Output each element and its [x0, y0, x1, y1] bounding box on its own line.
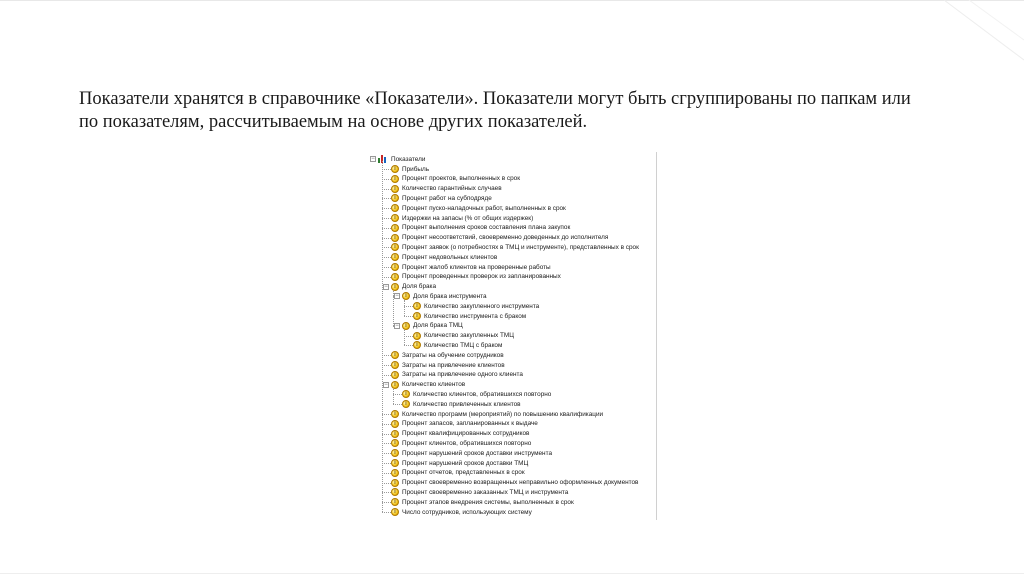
tree-connector	[382, 375, 391, 376]
tree-connector	[393, 394, 402, 395]
tree-item-label: Процент выполнения сроков составления плана закупок	[402, 224, 571, 232]
tree-item[interactable]	[391, 458, 528, 468]
tree-item-label: Процент запасов, запланированных к выдаче	[402, 420, 538, 428]
tree-item[interactable]	[391, 468, 525, 478]
tree-item-label: Количество клиентов, обратившихся повторно	[413, 390, 552, 398]
tree-item-label: Доля брака инструмента	[413, 292, 487, 300]
tree-item[interactable]	[391, 174, 520, 184]
tree-connector	[382, 228, 391, 229]
tree-item[interactable]	[391, 272, 561, 282]
tree-item[interactable]	[391, 262, 551, 272]
indicator-icon: i	[391, 459, 399, 467]
indicator-icon: i	[413, 302, 421, 310]
tree-connector	[382, 247, 391, 248]
tree-item-label: Процент клиентов, обратившихся повторно	[402, 439, 532, 447]
tree-item[interactable]	[391, 184, 502, 194]
collapse-toggle-icon[interactable]: −	[384, 283, 388, 290]
tree-item-label: Количество закупленных ТМЦ	[424, 332, 514, 340]
tree-subitem[interactable]	[413, 311, 526, 321]
tree-item[interactable]	[391, 233, 608, 243]
indicator-icon: i	[391, 420, 399, 428]
caption-line-1: Показатели хранятся в справочнике «Показатели». Показатели могут быть сгруппированы по папкам или	[79, 89, 911, 109]
indicator-icon: i	[391, 479, 399, 487]
tree-subitem[interactable]	[413, 301, 539, 311]
tree-item[interactable]	[391, 448, 552, 458]
tree-item-label: Процент своевременно возвращенных неправильно оформленных документов	[402, 479, 639, 487]
tree-item[interactable]	[391, 370, 523, 380]
tree-connector	[382, 179, 391, 180]
indicator-icon: i	[391, 273, 399, 281]
indicator-icon: i	[402, 292, 410, 300]
indicator-icon: i	[391, 263, 399, 271]
tree-item[interactable]	[391, 223, 570, 233]
tree-item-label: Доля брака	[402, 283, 437, 291]
tree-item-label: Процент нарушений сроков доставки ТМЦ	[402, 459, 529, 467]
collapse-toggle-icon[interactable]: −	[395, 293, 399, 300]
tree-connector	[382, 434, 391, 435]
tree-item-label: Процент заявок (о потребностях в ТМЦ и инструменте), представленных в срок	[402, 243, 639, 251]
bar-chart-icon-bar	[378, 158, 380, 163]
tree-item[interactable]	[391, 360, 505, 370]
tree-connector	[382, 277, 391, 278]
tree-item-label: Процент несоответствий, своевременно доведенных до исполнителя	[402, 234, 609, 242]
tree-item-label: Процент жалоб клиентов на проверенные работы	[402, 263, 551, 271]
indicator-icon: i	[391, 430, 399, 438]
indicator-icon: i	[391, 361, 399, 369]
tree-connector	[382, 512, 391, 513]
tree-item-label: Количество закупленного инструмента	[424, 302, 540, 310]
tree-connector	[382, 453, 391, 454]
tree-guide-line	[382, 161, 383, 512]
indicator-icon: i	[391, 449, 399, 457]
tree-connector	[382, 483, 391, 484]
tree-connector	[382, 198, 391, 199]
tree-item-label: Затраты на привлечение клиентов	[402, 361, 505, 369]
indicator-icon: i	[391, 498, 399, 506]
indicator-icon: i	[402, 390, 410, 398]
caption-text	[79, 88, 959, 134]
tree-connector	[382, 355, 391, 356]
tree-root[interactable]	[370, 154, 425, 164]
indicator-icon: i	[391, 469, 399, 477]
tree-connector	[404, 316, 413, 317]
tree-item-label: Процент проектов, выполненных в срок	[402, 175, 520, 183]
indicator-icon: i	[402, 322, 410, 330]
indicator-icon: i	[391, 204, 399, 212]
tree-subitem[interactable]	[402, 399, 521, 409]
tree-item-label: Количество гарантийных случаев	[402, 185, 502, 193]
tree-connector	[404, 345, 413, 346]
tree-guide-line	[393, 389, 394, 405]
indicator-icon: i	[391, 234, 399, 242]
indicator-icon: i	[391, 439, 399, 447]
top-rule	[0, 0, 1024, 1]
indicator-icon: i	[391, 351, 399, 359]
indicator-icon: i	[391, 371, 399, 379]
tree-item-label: Затраты на обучение сотрудников	[402, 351, 504, 359]
tree-connector	[382, 208, 391, 209]
tree-item[interactable]	[391, 419, 538, 429]
tree-item-label: Процент нарушений сроков доставки инструмента	[402, 449, 552, 457]
corner-decoration	[914, 0, 1024, 70]
indicator-icon: i	[391, 243, 399, 251]
tree-item-label: Процент своевременно заказанных ТМЦ и инструмента	[402, 488, 569, 496]
tree-connector	[382, 257, 391, 258]
tree-item-label: Количество инструмента с браком	[424, 312, 527, 320]
indicator-icon: i	[391, 165, 399, 173]
indicator-icon: i	[391, 175, 399, 183]
tree-subitem[interactable]	[394, 291, 487, 301]
tree-item-label: Затраты на привлечение одного клиента	[402, 371, 523, 379]
tree-item-label: Количество клиентов	[402, 381, 466, 389]
tree-connector	[404, 336, 413, 337]
tree-item[interactable]	[391, 429, 529, 439]
indicator-icon: i	[391, 253, 399, 261]
tree-item[interactable]	[391, 497, 574, 507]
tree-subitem[interactable]	[413, 331, 514, 341]
tree-item[interactable]	[391, 350, 504, 360]
tree-item-label: Число сотрудников, использующих систему	[402, 508, 532, 516]
tree-connector	[404, 306, 413, 307]
tree-connector	[382, 424, 391, 425]
indicator-icon: i	[391, 381, 399, 389]
tree-item-label: Процент отчетов, представленных в срок	[402, 469, 525, 477]
tree-connector	[382, 463, 391, 464]
tree-item-label: Процент работ на субподряде	[402, 194, 492, 202]
tree-guide-line	[404, 330, 405, 346]
tree-subitem[interactable]	[413, 340, 502, 350]
tree-guide-line	[404, 300, 405, 316]
tree-item-label: Доля брака ТМЦ	[413, 322, 463, 330]
tree-connector	[382, 169, 391, 170]
indicator-icon: i	[391, 224, 399, 232]
tree-item[interactable]	[391, 242, 639, 252]
tree-item[interactable]	[391, 193, 492, 203]
tree-item-label: Процент проведенных проверок из запланированных	[402, 273, 561, 281]
tree-item-label: Количество привлеченных клиентов	[413, 400, 521, 408]
bar-chart-icon	[378, 155, 388, 163]
tree-item[interactable]	[383, 380, 465, 390]
indicator-icon: i	[391, 194, 399, 202]
tree-item-label: Количество ТМЦ с браком	[424, 341, 503, 349]
tree-connector	[382, 365, 391, 366]
tree-item[interactable]	[391, 478, 638, 488]
indicator-icon: i	[391, 185, 399, 193]
tree-subitem[interactable]	[402, 389, 551, 399]
tree-connector	[382, 492, 391, 493]
collapse-toggle-icon[interactable]: −	[384, 381, 388, 388]
indicator-icon: i	[413, 312, 421, 320]
indicators-tree-panel	[366, 152, 657, 520]
tree-item[interactable]	[391, 252, 497, 262]
tree-connector	[382, 218, 391, 219]
collapse-toggle-icon[interactable]: −	[395, 322, 399, 329]
tree-connector	[382, 189, 391, 190]
tree-item-label: Процент пуско-наладочных работ, выполненных в срок	[402, 204, 566, 212]
indicator-icon: i	[391, 283, 399, 291]
tree-item[interactable]	[391, 409, 603, 419]
tree-item[interactable]	[391, 438, 531, 448]
indicator-icon: i	[413, 332, 421, 340]
tree-connector	[382, 443, 391, 444]
tree-item-label: Количество программ (мероприятий) по повышению квалификации	[402, 410, 604, 418]
bar-chart-icon-bar	[384, 157, 386, 163]
indicator-icon: i	[391, 410, 399, 418]
tree-item[interactable]	[383, 282, 436, 292]
tree-item-label: Прибыль	[402, 165, 430, 173]
tree-item-label: Процент недовольных клиентов	[402, 253, 498, 261]
tree-root-label: Показатели	[391, 155, 426, 163]
tree-connector	[393, 404, 402, 405]
indicator-icon: i	[391, 488, 399, 496]
tree-item-label: Процент этапов внедрения системы, выполненных в срок	[402, 498, 574, 506]
tree-connector	[382, 502, 391, 503]
collapse-toggle-icon[interactable]: −	[371, 156, 375, 162]
caption-line-2: по показателям, рассчитываемым на основе других показателей.	[79, 112, 588, 132]
tree-connector	[382, 473, 391, 474]
indicator-icon: i	[391, 214, 399, 222]
tree-item[interactable]	[391, 487, 568, 497]
tree-connector	[382, 414, 391, 415]
tree-item-label: Процент квалифицированных сотрудников	[402, 430, 530, 438]
tree-item[interactable]	[391, 164, 429, 174]
indicator-icon: i	[391, 508, 399, 516]
tree-item[interactable]	[391, 203, 566, 213]
tree-item[interactable]	[391, 213, 533, 223]
tree-item[interactable]	[391, 507, 532, 517]
indicator-icon: i	[413, 341, 421, 349]
tree-item-label: Издержки на запасы (% от общих издержек)	[402, 214, 534, 222]
tree-connector	[382, 238, 391, 239]
tree-connector	[382, 267, 391, 268]
indicator-icon: i	[402, 400, 410, 408]
